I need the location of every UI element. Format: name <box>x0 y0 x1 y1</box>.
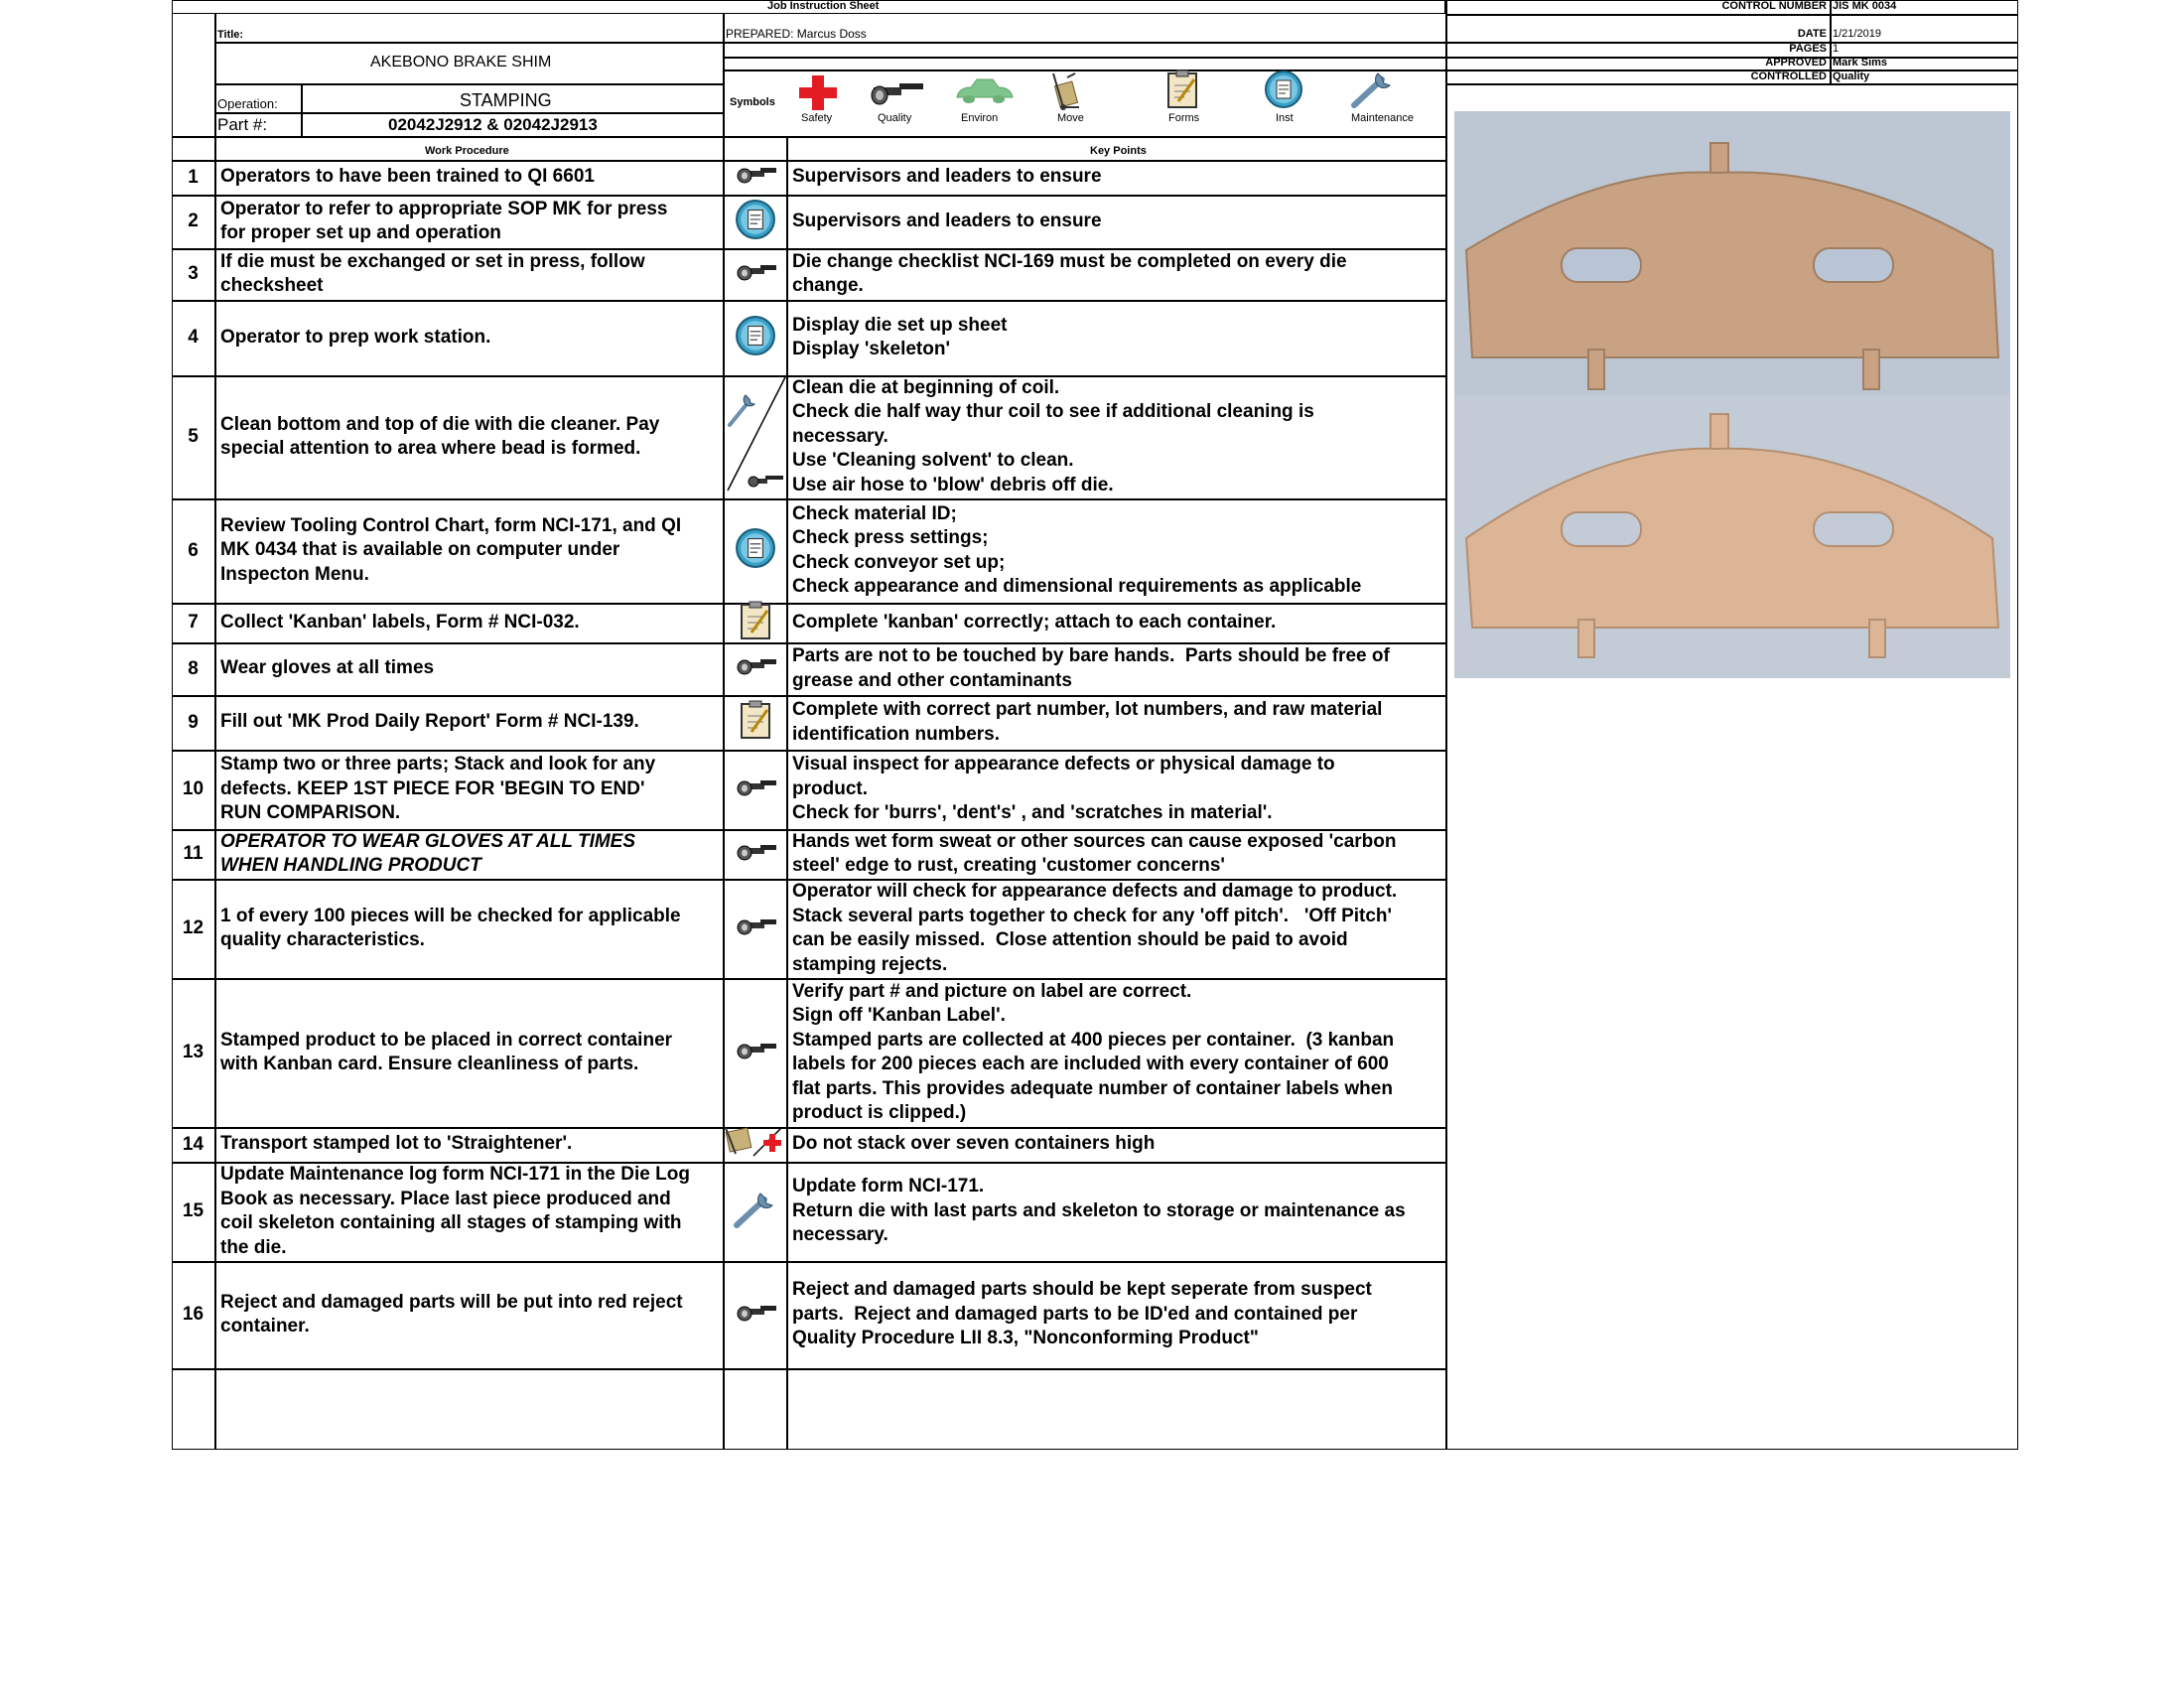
procedure-line: Update Maintenance log form NCI-171 in the Die Log <box>220 1164 690 1185</box>
step-key-points <box>788 1127 1445 1162</box>
key-point-line: Update form NCI-171. <box>792 1176 985 1197</box>
key-point-line: Complete 'kanban' correctly; attach to each container. <box>792 611 1277 633</box>
approved-label: APPROVED <box>1765 57 1827 69</box>
control-number-label: CONTROL NUMBER <box>1721 0 1827 12</box>
step-number: 16 <box>182 1304 205 1325</box>
step-row <box>172 375 1445 498</box>
key-point-line: Die change checklist NCI-169 must be completed on every die <box>792 250 1347 272</box>
procedure-line: Review Tooling Control Chart, form NCI-171, and QI <box>220 514 682 536</box>
procedure-text <box>220 611 580 635</box>
legend-label: Move <box>1057 112 1084 124</box>
legend-quality <box>870 73 929 125</box>
procedure-text <box>220 1132 572 1157</box>
procedure-line: the die. <box>220 1236 287 1258</box>
operation-label: Operation: <box>217 96 278 111</box>
step-key-points <box>788 375 1445 498</box>
step-row <box>172 829 1445 879</box>
forms-clipboard-icon <box>738 700 773 745</box>
step-symbol <box>725 195 786 248</box>
procedure-line: Collect 'Kanban' labels, Form # NCI-032. <box>220 611 580 633</box>
step-row <box>172 978 1445 1127</box>
procedure-line: with Kanban card. Ensure cleanliness of parts. <box>220 1054 639 1074</box>
key-point-line: Stamped parts are collected at 400 pieces per container. (3 kanban <box>792 1029 1395 1051</box>
quality-gauge-icon <box>733 653 778 684</box>
procedure-line: defects. KEEP 1ST PIECE FOR 'BEGIN TO END' <box>220 777 645 799</box>
brake-shim-part-image <box>1454 111 2010 678</box>
procedure-line: Inspecton Menu. <box>220 563 369 585</box>
key-point-line: Check material ID; <box>792 502 957 524</box>
maintenance-wrench-icon <box>1348 70 1398 109</box>
key-point-line: necessary. <box>792 425 888 447</box>
step-procedure <box>216 498 723 603</box>
step-symbol <box>725 978 786 1127</box>
approved-value: Mark Sims <box>1833 57 1888 69</box>
procedure-line: Reject and damaged parts will be put into red reject <box>220 1291 683 1313</box>
key-point-line: Supervisors and leaders to ensure <box>792 166 1102 188</box>
step-symbol <box>725 879 786 978</box>
step-symbol <box>725 300 786 375</box>
key-point-line: Check die half way thur coil to see if additional cleaning is <box>792 401 1314 423</box>
legend-inst <box>1264 70 1313 125</box>
step-procedure <box>216 1127 723 1162</box>
date-value: 1/21/2019 <box>1833 28 1881 40</box>
procedure-line: WHEN HANDLING PRODUCT <box>220 855 481 876</box>
step-key-points <box>788 750 1445 829</box>
key-point-line: labels for 200 pieces each are included with every container of 600 <box>792 1054 1389 1074</box>
step-row <box>172 1261 1445 1368</box>
step-symbol <box>725 1261 786 1368</box>
procedure-line: Operator to prep work station. <box>220 326 491 348</box>
step-number: 5 <box>188 426 199 447</box>
date-label: DATE <box>1797 28 1827 40</box>
procedure-line: RUN COMPARISON. <box>220 802 401 824</box>
key-point-line: Display 'skeleton' <box>792 339 950 359</box>
key-point-line: product. <box>792 777 868 799</box>
step-number: 13 <box>182 1042 205 1062</box>
step-symbol <box>725 248 786 300</box>
environ-car-icon <box>951 73 1017 111</box>
key-point-line: Return die with last parts and skeleton to storage or maintenance as <box>792 1199 1406 1221</box>
procedure-text <box>220 1291 683 1339</box>
key-point-line: parts. Reject and damaged parts to be ID'ed and contained per <box>792 1303 1358 1325</box>
legend-label: Quality <box>878 112 912 124</box>
quality-gauge-icon <box>870 73 925 111</box>
step-row <box>172 300 1445 375</box>
procedure-text <box>220 165 595 190</box>
key-point-line: flat parts. This provides adequate number of container labels when <box>792 1077 1393 1099</box>
procedure-line: Operators to have been trained to QI 6601 <box>220 166 595 188</box>
key-point-line: product is clipped.) <box>792 1102 967 1123</box>
step-row <box>172 642 1445 695</box>
procedure-line: 1 of every 100 pieces will be checked for applicable <box>220 905 681 926</box>
legend-move <box>1045 70 1105 125</box>
step-key-points <box>788 829 1445 879</box>
key-point-line: Do not stack over seven containers high <box>792 1133 1156 1155</box>
work-procedure-heading: Work Procedure <box>425 145 509 157</box>
step-row <box>172 248 1445 300</box>
key-point-line: Parts are not to be touched by bare hands. Parts should be free of <box>792 645 1390 666</box>
sheet-title: Job Instruction Sheet <box>767 0 880 12</box>
step-number: 12 <box>182 917 205 938</box>
step-procedure <box>216 695 723 750</box>
pages-label: PAGES <box>1789 43 1827 55</box>
step-row <box>172 498 1445 603</box>
prepared-by: PREPARED: Marcus Doss <box>726 27 867 41</box>
inst-document-icon <box>735 527 776 574</box>
step-number: 15 <box>182 1200 205 1221</box>
key-point-line: steel' edge to rust, creating 'customer concerns' <box>792 855 1225 876</box>
step-symbol <box>725 829 786 879</box>
controlled-value: Quality <box>1833 70 1870 82</box>
step-key-points <box>788 1162 1445 1261</box>
brake-shim-photo <box>1454 111 2010 678</box>
pages-value: 1 <box>1833 43 1840 55</box>
maintenance-wrench-icon <box>730 1190 781 1234</box>
procedure-line: Wear gloves at all times <box>220 657 435 679</box>
step-procedure <box>216 978 723 1127</box>
quality-gauge-icon <box>733 839 778 870</box>
key-point-line: Supervisors and leaders to ensure <box>792 210 1102 231</box>
step-key-points <box>788 195 1445 248</box>
procedure-text <box>220 753 655 826</box>
procedure-text <box>220 250 645 299</box>
step-procedure <box>216 195 723 248</box>
job-instruction-sheet <box>172 0 2018 1450</box>
procedure-text <box>220 656 434 681</box>
step-number: 8 <box>188 657 199 679</box>
step-key-points <box>788 498 1445 603</box>
key-point-line: Check press settings; <box>792 527 989 548</box>
quality-gauge-icon <box>733 259 778 290</box>
procedure-line: MK 0434 that is available on computer under <box>220 539 620 561</box>
key-point-line: Sign off 'Kanban Label'. <box>792 1005 1006 1026</box>
controlled-label: CONTROLLED <box>1750 70 1827 82</box>
step-key-points <box>788 1261 1445 1368</box>
procedure-line: If die must be exchanged or set in press, follow <box>220 250 645 272</box>
part-value: 02042J2912 & 02042J2913 <box>388 115 598 134</box>
procedure-line: for proper set up and operation <box>220 222 501 243</box>
procedure-text <box>220 514 681 588</box>
key-point-line: necessary. <box>792 1224 888 1246</box>
step-symbol <box>725 375 786 498</box>
title-label: Title: <box>217 29 244 41</box>
step-symbol <box>725 1127 786 1162</box>
key-point-line: Check appearance and dimensional requirements as applicable <box>792 576 1362 597</box>
inst-document-icon <box>1264 70 1303 109</box>
step-row <box>172 195 1445 248</box>
step-key-points <box>788 642 1445 695</box>
step-number: 6 <box>188 539 199 561</box>
procedure-text <box>220 710 639 735</box>
procedure-line: quality characteristics. <box>220 929 425 950</box>
procedure-line: OPERATOR TO WEAR GLOVES AT ALL TIMES <box>220 830 636 852</box>
step-symbol <box>725 603 786 642</box>
step-key-points <box>788 695 1445 750</box>
key-point-line: Verify part # and picture on label are correct. <box>792 980 1192 1002</box>
step-symbol <box>725 498 786 603</box>
key-point-line: grease and other contaminants <box>792 669 1072 691</box>
move-safety-split-icon <box>724 1126 787 1163</box>
step-procedure <box>216 879 723 978</box>
step-row <box>172 603 1445 642</box>
key-point-line: Check conveyor set up; <box>792 551 1006 573</box>
step-row <box>172 160 1445 195</box>
procedure-text <box>220 326 490 351</box>
key-point-line: Stack several parts together to check for any 'off pitch'. 'Off Pitch' <box>792 905 1393 926</box>
quality-gauge-icon <box>733 162 778 193</box>
step-symbol <box>725 160 786 195</box>
procedure-line: Stamp two or three parts; Stack and look for any <box>220 754 656 775</box>
step-procedure <box>216 1261 723 1368</box>
procedure-line: Stamped product to be placed in correct container <box>220 1029 673 1051</box>
step-procedure <box>216 300 723 375</box>
step-row <box>172 695 1445 750</box>
step-symbol <box>725 750 786 829</box>
step-key-points <box>788 603 1445 642</box>
move-hand-truck-icon <box>1045 70 1089 111</box>
step-symbol <box>725 695 786 750</box>
procedure-line: coil skeleton containing all stages of stamping with <box>220 1212 682 1233</box>
key-point-line: stamping rejects. <box>792 953 948 975</box>
procedure-line: Clean bottom and top of die with die cleaner. Pay <box>220 413 660 435</box>
forms-clipboard-icon <box>1164 70 1200 109</box>
step-number: 14 <box>182 1133 205 1155</box>
procedure-text <box>220 198 667 246</box>
procedure-line: Operator to refer to appropriate SOP MK for press <box>220 198 668 219</box>
inst-document-icon <box>735 315 776 361</box>
safety-cross-icon <box>797 73 839 111</box>
key-point-line: Complete with correct part number, lot numbers, and raw material <box>792 699 1383 720</box>
part-label: Part #: <box>217 115 268 134</box>
step-key-points <box>788 160 1445 195</box>
key-point-line: Use 'Cleaning solvent' to clean. <box>792 450 1074 472</box>
step-procedure <box>216 375 723 498</box>
key-point-line: Reject and damaged parts should be kept seperate from suspect <box>792 1279 1372 1301</box>
key-point-line: Quality Procedure LII 8.3, "Nonconforming Product" <box>792 1328 1259 1349</box>
legend-forms <box>1164 70 1214 125</box>
procedure-text <box>220 905 681 953</box>
key-point-line: Clean die at beginning of coil. <box>792 376 1060 398</box>
procedure-line: Transport stamped lot to 'Straightener'. <box>220 1133 573 1155</box>
quality-gauge-icon <box>733 1038 778 1068</box>
key-point-line: can be easily missed. Close attention should be paid to avoid <box>792 929 1348 950</box>
key-point-line: Display die set up sheet <box>792 314 1008 336</box>
control-number: JIS MK 0034 <box>1833 0 1897 12</box>
procedure-line: Fill out 'MK Prod Daily Report' Form # NCI-139. <box>220 711 639 733</box>
step-row <box>172 750 1445 829</box>
step-number: 4 <box>188 327 199 348</box>
maintenance-quality-split-icon <box>724 375 787 499</box>
step-number: 9 <box>188 711 199 733</box>
quality-gauge-icon <box>733 774 778 805</box>
step-procedure <box>216 642 723 695</box>
step-procedure <box>216 248 723 300</box>
quality-gauge-icon <box>733 914 778 944</box>
step-symbol <box>725 642 786 695</box>
step-number: 11 <box>183 843 204 864</box>
step-row <box>172 879 1445 978</box>
step-row <box>172 1127 1445 1162</box>
step-number: 2 <box>188 211 199 231</box>
procedure-line: checksheet <box>220 275 324 296</box>
step-procedure <box>216 1162 723 1261</box>
step-number: 1 <box>188 166 199 188</box>
step-key-points <box>788 300 1445 375</box>
step-key-points <box>788 248 1445 300</box>
step-number: 7 <box>188 612 199 633</box>
key-point-line: change. <box>792 275 864 296</box>
key-points-heading: Key Points <box>1090 145 1147 157</box>
step-procedure <box>216 750 723 829</box>
symbols-label: Symbols <box>730 96 775 108</box>
key-point-line: Hands wet form sweat or other sources can cause exposed 'carbon <box>792 830 1397 852</box>
operation-value: STAMPING <box>460 90 552 110</box>
procedure-text <box>220 1029 672 1077</box>
step-row <box>172 1162 1445 1261</box>
step-procedure <box>216 829 723 879</box>
key-point-line: Check for 'burrs', 'dent's' , and 'scratches in material'. <box>792 802 1273 824</box>
step-symbol <box>725 1162 786 1261</box>
step-procedure <box>216 603 723 642</box>
key-point-line: Visual inspect for appearance defects or physical damage to <box>792 754 1335 775</box>
legend-safety <box>797 73 843 125</box>
step-number: 10 <box>182 778 205 799</box>
legend-label: Forms <box>1168 112 1200 124</box>
step-procedure <box>216 160 723 195</box>
quality-gauge-icon <box>733 1300 778 1331</box>
legend-label: Maintenance <box>1351 112 1414 124</box>
title-value: AKEBONO BRAKE SHIM <box>370 54 552 70</box>
procedure-line: Book as necessary. Place last piece produced and <box>220 1188 671 1209</box>
legend-label: Environ <box>961 112 999 124</box>
legend-environ <box>951 73 1021 125</box>
procedure-line: special attention to area where bead is formed. <box>220 438 641 459</box>
legend-label: Safety <box>801 112 833 124</box>
key-point-line: Use air hose to 'blow' debris off die. <box>792 474 1114 495</box>
step-key-points <box>788 879 1445 978</box>
procedure-text <box>220 413 659 462</box>
inst-document-icon <box>735 199 776 245</box>
procedure-text <box>220 1163 690 1260</box>
step-key-points <box>788 978 1445 1127</box>
forms-clipboard-icon <box>738 601 773 645</box>
step-number: 3 <box>188 263 199 284</box>
legend-label: Inst <box>1276 112 1294 124</box>
key-point-line: Operator will check for appearance defects and damage to product. <box>792 881 1398 902</box>
procedure-text <box>220 830 635 879</box>
procedure-line: container. <box>220 1316 310 1336</box>
key-point-line: identification numbers. <box>792 723 1001 745</box>
legend-maintenance <box>1348 70 1428 125</box>
